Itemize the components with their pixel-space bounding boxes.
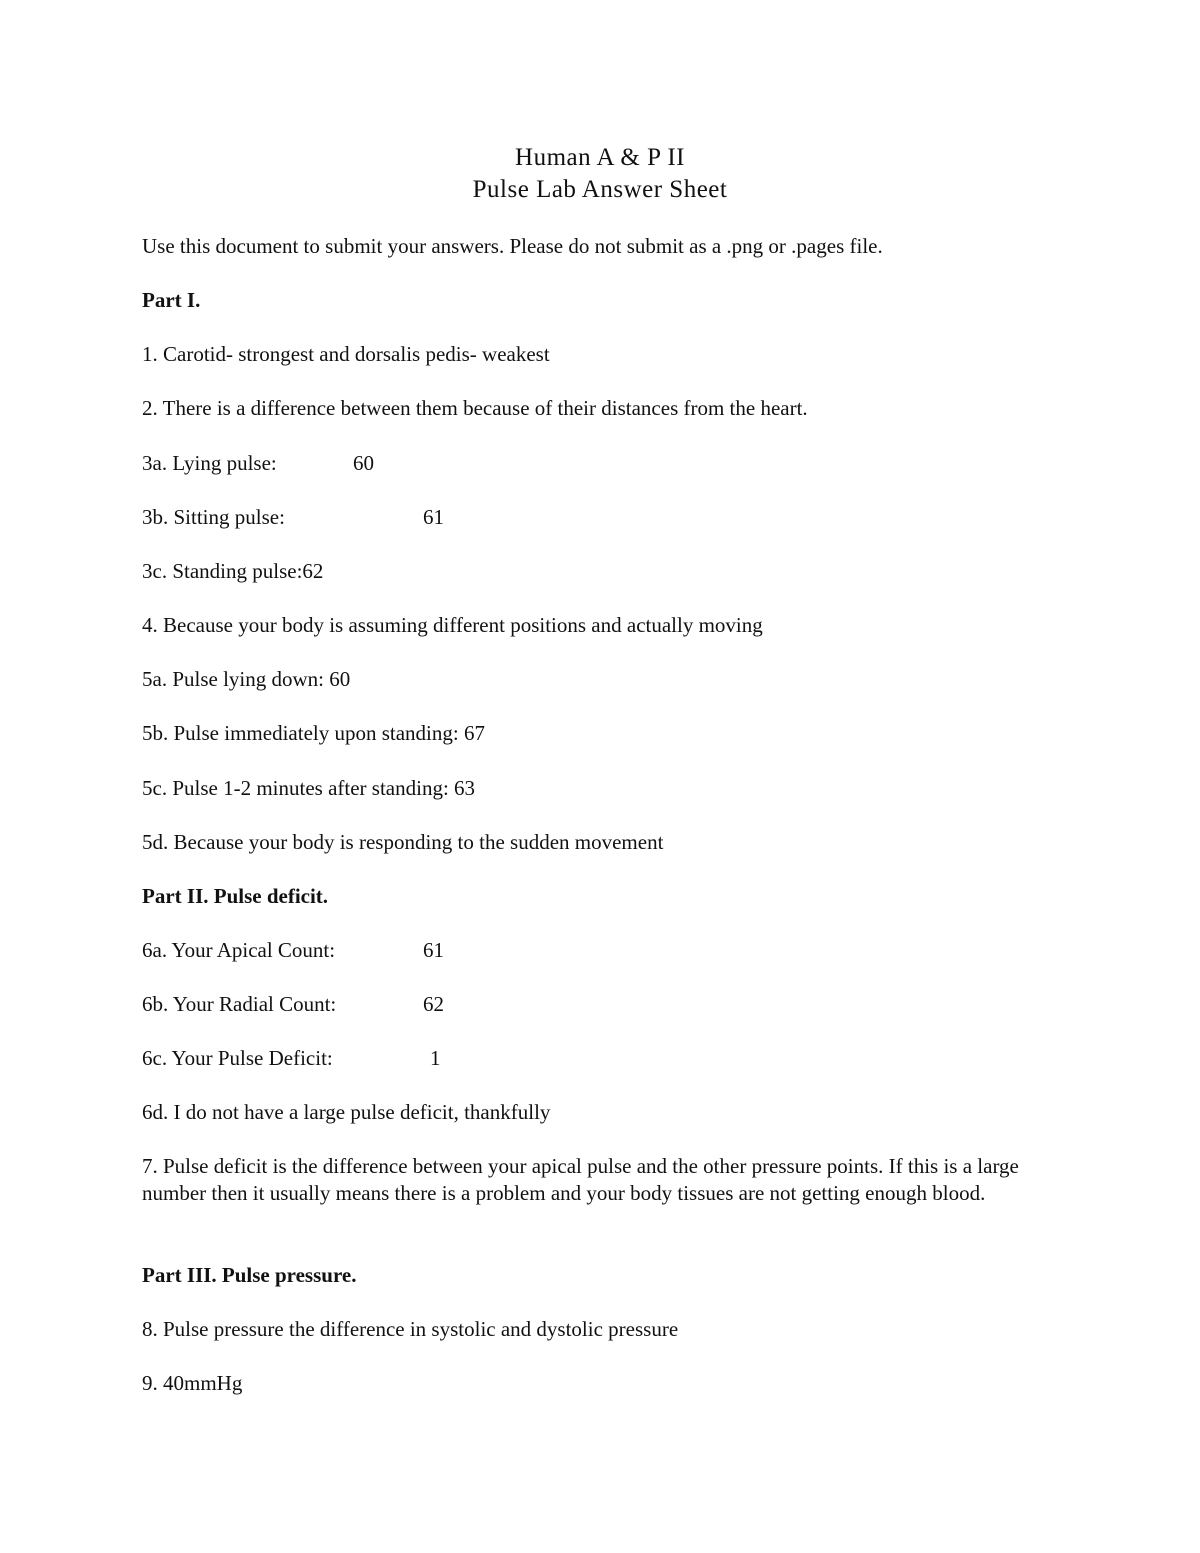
answer-9: 9. 40mmHg — [142, 1371, 243, 1395]
document-title: Pulse Lab Answer Sheet — [472, 176, 728, 203]
answer-8: 8. Pulse pressure the difference in systolic and dystolic pressure — [142, 1317, 679, 1341]
course-title: Human A & P II — [515, 144, 685, 171]
answer-6a — [142, 936, 444, 964]
answer-5c: 5c. Pulse 1-2 minutes after standing: 63 — [142, 776, 476, 800]
answer-5b: 5b. Pulse immediately upon standing: 67 — [142, 721, 485, 745]
answer-6a-label: 6a. Your Apical Count: — [142, 938, 336, 962]
answer-1: 1. Carotid- strongest and dorsalis pedis- weakest — [142, 342, 550, 366]
answer-5d: 5d. Because your body is responding to the sudden movement — [142, 830, 664, 854]
answer-3b-value: 61 — [423, 505, 444, 529]
answer-3b — [142, 503, 444, 531]
answer-3c: 3c. Standing pulse:62 — [142, 559, 324, 583]
answer-6c-value: 1 — [430, 1046, 441, 1070]
answer-6b — [142, 990, 444, 1018]
answer-6c-label: 6c. Your Pulse Deficit: — [142, 1046, 333, 1070]
answer-5a: 5a. Pulse lying down: 60 — [142, 667, 351, 691]
answer-6b-value: 62 — [423, 992, 444, 1016]
part1-heading: Part I. — [142, 288, 201, 312]
part2-heading: Part II. Pulse deficit. — [142, 884, 329, 908]
answer-6b-label: 6b. Your Radial Count: — [142, 992, 337, 1016]
answer-6c — [142, 1044, 441, 1072]
part3-heading: Part III. Pulse pressure. — [142, 1263, 357, 1287]
answer-3a-label: 3a. Lying pulse: — [142, 451, 277, 475]
answer-3a-value: 60 — [353, 451, 374, 475]
answer-3a — [142, 449, 374, 477]
answer-7: 7. Pulse deficit is the difference between your apical pulse and the other pressure points. If this is a large number then it usually means there is a problem and your body tissues are not getting enough blood. — [142, 1154, 1019, 1205]
answer-6d: 6d. I do not have a large pulse deficit, thankfully — [142, 1100, 551, 1124]
answer-2: 2. There is a difference between them because of their distances from the heart. — [142, 396, 808, 420]
answer-3b-label: 3b. Sitting pulse: — [142, 505, 285, 529]
answer-6a-value: 61 — [423, 938, 444, 962]
instructions: Use this document to submit your answers. Please do not submit as a .png or .pages file. — [142, 234, 883, 258]
answer-4: 4. Because your body is assuming different positions and actually moving — [142, 613, 763, 637]
